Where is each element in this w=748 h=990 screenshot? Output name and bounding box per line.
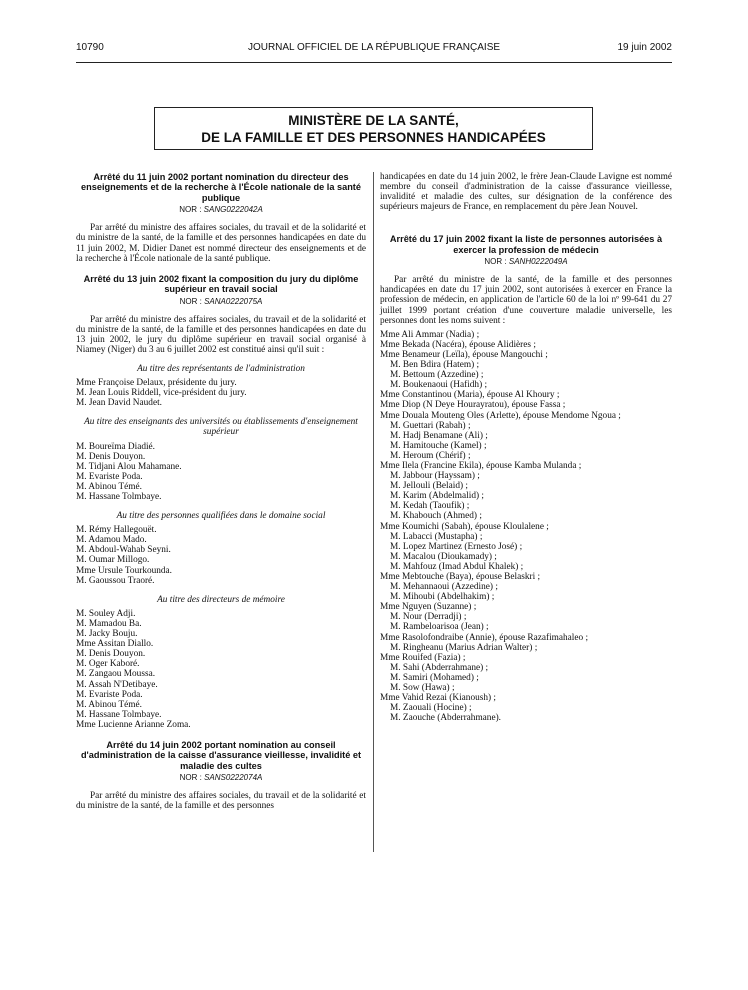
arrete-4-nor: NOR : SANH0222049A	[484, 257, 568, 267]
jury-member: M. Mamadou Ba.	[76, 618, 142, 629]
arrete-3-nor: NOR : SANS0222074A	[179, 773, 263, 783]
ministry-box	[154, 107, 593, 150]
doctor-list-item: M. Rambeloarisoa (Jean) ;	[390, 622, 489, 633]
doctor-list-item: M. Hamitouche (Kamel) ;	[390, 440, 487, 451]
arrete-1-nor: NOR : SANG0222042A	[179, 205, 263, 215]
jury-member: Mme Françoise Delaux, présidente du jury.	[76, 378, 237, 389]
doctor-list-item: M. Boukenaoui (Hafidh) ;	[390, 380, 488, 391]
jury-member: M. Adamou Mado.	[76, 535, 147, 546]
arrete-1-body: Par arrêté du ministre des affaires sociales, du travail et de la solidarité et du ministre de la santé, de la famille et des personnes handicapées en date du 11 juin 2002, M. Didier Danet est nommé directeur des enseignements et de la recherche à l'École nationale de la santé publique.	[76, 223, 366, 264]
doctor-list-item: Mme Bekada (Nacéra), épouse Alidières ;	[380, 339, 536, 350]
doctor-list-item: M. Labacci (Mustapha) ;	[390, 531, 483, 542]
doctor-list-item: M. Nour (Derradji) ;	[390, 612, 467, 623]
doctor-list-item: Mme Ali Ammar (Nadia) ;	[380, 329, 480, 340]
jury-member: M. Tidjani Alou Mahamane.	[76, 461, 182, 472]
doctor-list-item: Mme Vahid Rezai (Kianoush) ;	[380, 693, 497, 704]
jury-member: M. Abdoul-Wahab Seyni.	[76, 545, 171, 556]
doctor-list-item: M. Jellouli (Belaid) ;	[390, 481, 468, 492]
jury-member: M. Souley Adji.	[76, 608, 136, 619]
doctor-list-item: M. Heroum (Chérif) ;	[390, 450, 471, 461]
page-header	[76, 42, 672, 56]
doctor-list-item: Mme Douala Mouteng Oles (Arlette), épouse Mendome Ngoua ;	[380, 410, 621, 421]
doctor-list-item: M. Khabouch (Ahmed) ;	[390, 511, 482, 522]
doctor-list-item: M. Mahfouz (Imad Abdul Khalek) ;	[390, 561, 524, 572]
nor-code: SANA0222075A	[204, 296, 263, 306]
jury-member: M. Assah N'Detibaye.	[76, 679, 158, 690]
jury-member: M. Boureïma Diadié.	[76, 441, 156, 452]
jury-section-heading: Au titre des personnes qualifiées dans le domaine social	[116, 511, 326, 522]
jury-member: M. Oger Kaboré.	[76, 659, 140, 670]
doctor-list-item: Mme Rasolofondraibe (Annie), épouse Razafimahaleo ;	[380, 632, 589, 643]
arrete-1-title: Arrêté du 11 juin 2002 portant nomination du directeur des enseignements et de la recherche à l'École nationale de la santé publique	[81, 172, 361, 203]
doctor-list-item: M. Zaouali (Hocine) ;	[390, 703, 472, 714]
jury-member: M. Denis Douyon.	[76, 451, 146, 462]
jury-member: M. Hassane Tolmbaye.	[76, 709, 162, 720]
jury-member: M. Rémy Hallegouët.	[76, 525, 157, 536]
doctor-list-item: Mme Ilela (Francine Ekila), épouse Kamba Mulanda ;	[380, 460, 582, 471]
arrete-2-body: Par arrêté du ministre des affaires sociales, du travail et de la solidarité et du ministre de la santé, de la famille et des personnes handicapées en date du 13 juin 2002, le jury du diplôme supérieur en travail social organisé à Niamey (Niger) du 3 au 6 juillet 2002 est constitué ainsi qu'il suit :	[76, 314, 366, 355]
jury-member: M. Denis Douyon.	[76, 649, 146, 660]
jury-member: M. Oumar Millogo.	[76, 555, 150, 566]
doctor-list-item: Mme Mebtouche (Baya), épouse Belaskri ;	[380, 572, 541, 582]
doctor-list-item: Mme Nguyen (Suzanne) ;	[380, 602, 477, 613]
nor-code: SANG0222042A	[203, 205, 263, 215]
doctor-list-item: M. Jabbour (Hayssam) ;	[390, 471, 480, 482]
jury-section-1	[76, 364, 366, 408]
doctor-list-item: M. Ben Bdira (Hatem) ;	[390, 360, 480, 371]
jury-member: M. Zangaou Moussa.	[76, 669, 156, 680]
arrete-2-nor: NOR : SANA0222075A	[179, 296, 263, 306]
jury-section-heading: Au titre des enseignants des universités ou établissements d'enseignement supérieur	[84, 417, 358, 438]
doctor-list-item: Mme Constantinou (Maria), épouse Al Khoury ;	[380, 390, 560, 401]
nor-code: SANS0222074A	[204, 773, 263, 783]
arrete-4-body: Par arrêté du ministre de la santé, de la famille et des personnes handicapées en date du 17 juin 2002, sont autorisées à exercer en France la profession de médecin, en application de l'article 60 de la loi nº 99-641 du 27 juillet 1999 portant création d'une couverture maladie universelle, les personnes dont les noms suivent :	[380, 275, 672, 326]
doctor-list-item: M. Mehannaoui (Azzedine) ;	[390, 582, 498, 593]
left-column	[76, 172, 366, 815]
jury-member: Mme Lucienne Arianne Zoma.	[76, 719, 191, 730]
doctor-list-item: Mme Rouifed (Fazia) ;	[380, 652, 466, 663]
jury-member: M. Evariste Poda.	[76, 689, 143, 700]
jury-section-4	[76, 595, 366, 730]
page-number: 10790	[76, 42, 104, 53]
jury-member: M. Jean David Naudet.	[76, 398, 162, 409]
doctor-list-item: M. Ringheanu (Marius Adrian Walter) ;	[390, 642, 538, 653]
doctor-list-item: M. Bettoum (Azzedine) ;	[390, 370, 484, 381]
doctor-list-item: M. Sahi (Abderrahmane) ;	[390, 662, 489, 673]
jury-member: M. Hassane Tolmbaye.	[76, 492, 162, 502]
jury-member: M. Evariste Poda.	[76, 471, 143, 482]
arrete-2-title: Arrêté du 13 juin 2002 fixant la composition du jury du diplôme supérieur en travail social	[83, 273, 359, 295]
jury-member: M. Jean Louis Riddell, vice-président du jury.	[76, 388, 247, 399]
column-divider	[373, 172, 374, 852]
doctor-list-item: M. Zaouche (Abderrahmane).	[390, 713, 501, 724]
arrete-3-title: Arrêté du 14 juin 2002 portant nomination au conseil d'administration de la caisse d'assurance vieillesse, invalidité et maladie des cultes	[80, 739, 362, 771]
arrete-4-title: Arrêté du 17 juin 2002 fixant la liste de personnes autorisées à exercer la profession de médecin	[389, 234, 663, 255]
doctor-list-item: M. Lopez Martinez (Ernesto José) ;	[390, 541, 523, 552]
doctor-list-item: Mme Diop (N Deye Hourayratou), épouse Fassa ;	[380, 400, 566, 411]
jury-section-heading: Au titre des directeurs de mémoire	[157, 594, 285, 605]
doctor-list-item: M. Kedah (Taoufik) ;	[390, 501, 470, 512]
right-column	[380, 172, 672, 723]
ministry-line-1: MINISTÈRE DE LA SANTÉ,	[288, 113, 459, 128]
jury-member: M. Abinou Témé.	[76, 699, 142, 710]
journal-title: JOURNAL OFFICIEL DE LA RÉPUBLIQUE FRANÇAISE	[247, 42, 501, 53]
doctor-list-item: M. Hadj Benamane (Ali) ;	[390, 430, 488, 441]
jury-member: M. Abinou Témé.	[76, 481, 142, 492]
doctor-list-item: Mme Koumichi (Sabah), épouse Kloulalene ;	[380, 521, 549, 532]
jury-member: M. Gaoussou Traoré.	[76, 575, 155, 586]
doctor-list-item: M. Guettari (Rabah) ;	[390, 420, 471, 431]
doctor-list-item: M. Sow (Hawa) ;	[390, 683, 455, 694]
jury-section-3	[76, 511, 366, 586]
nor-code: SANH0222049A	[508, 257, 568, 267]
header-rule	[76, 62, 672, 63]
doctor-list-item: M. Macalou (Dioukamady) ;	[390, 551, 497, 562]
issue-date: 19 juin 2002	[617, 42, 672, 53]
arrete-3-body-start: Par arrêté du ministre des affaires sociales, du travail et de la solidarité et du ministre de la santé, de la famille et des personnes	[76, 791, 366, 812]
doctor-list-item: M. Mihoubi (Abdelhakim) ;	[390, 592, 495, 603]
jury-member: Mme Assitan Diallo.	[76, 639, 154, 650]
doctor-list-item: M. Samiri (Mohamed) ;	[390, 672, 479, 683]
jury-section-heading: Au titre des représentants de l'administration	[137, 363, 305, 374]
authorized-doctors-list	[380, 330, 672, 724]
doctor-list-item: Mme Benameur (Leïla), épouse Mangouchi ;	[380, 349, 548, 360]
jury-section-2	[76, 417, 366, 502]
jury-member: M. Jacky Bouju.	[76, 629, 138, 640]
doctor-list-item: M. Karim (Abdelmalid) ;	[390, 491, 484, 502]
jury-member: Mme Ursule Tourkounda.	[76, 565, 173, 576]
ministry-line-2: DE LA FAMILLE ET DES PERSONNES HANDICAPÉES	[201, 130, 546, 145]
arrete-3-body-continued: handicapées en date du 14 juin 2002, le frère Jean-Claude Lavigne est nommé membre du conseil d'administration de la caisse d'assurance vieillesse, invalidité et maladie des cultes, sur désignation de la conférence des supérieurs majeurs de France, en remplacement du père Jean Nouvel.	[380, 172, 672, 213]
